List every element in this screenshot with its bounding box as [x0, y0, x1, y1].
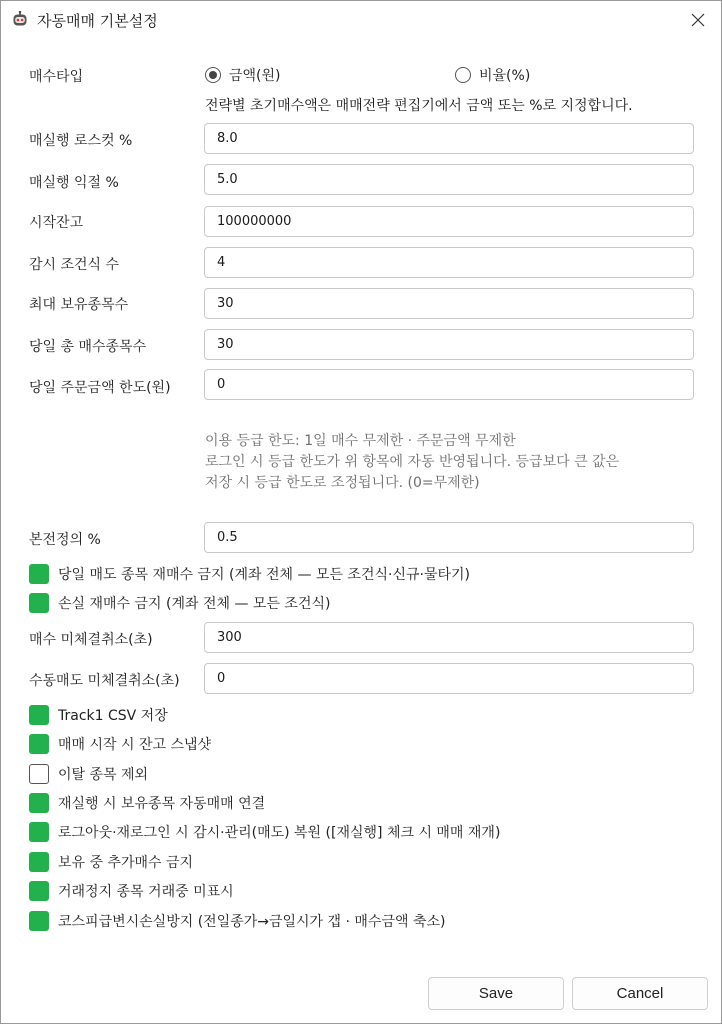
checkbox-indicator[interactable] — [29, 734, 49, 754]
cancel-button[interactable]: Cancel — [572, 977, 708, 1010]
checkbox-no-add-buy[interactable] — [29, 851, 193, 873]
checkbox-indicator[interactable] — [29, 881, 49, 901]
checkbox-label: 로그아웃·재로그인 시 감시·관리(매도) 복원 ([재실행] 체크 시 매매 재개) — [58, 825, 501, 841]
checkbox-indicator[interactable] — [29, 564, 49, 584]
robot-icon — [12, 11, 28, 27]
daily-buy-count-input[interactable] — [204, 329, 694, 360]
stop-loss-label: 매실행 로스컷 % — [29, 133, 133, 149]
max-holdings-input[interactable] — [204, 288, 694, 319]
buy-cancel-label: 매수 미체결취소(초) — [29, 632, 153, 648]
checkbox-label: 보유 중 추가매수 금지 — [58, 855, 194, 871]
manual-sell-cancel-label: 수동매도 미체결취소(초) — [29, 673, 180, 689]
window-title: 자동매매 기본설정 — [37, 12, 158, 30]
checkbox-no-rebuy-loss[interactable] — [29, 592, 330, 614]
start-balance-label: 시작잔고 — [29, 215, 84, 231]
manual-sell-cancel-input[interactable] — [204, 663, 694, 694]
checkbox-restore-relogin[interactable] — [29, 821, 500, 843]
take-profit-input[interactable] — [204, 164, 694, 195]
title-bar — [1, 1, 721, 39]
checkbox-label: 거래정지 종목 거래중 미표시 — [58, 884, 234, 900]
checkbox-track1-csv[interactable] — [29, 704, 168, 726]
radio-amount-indicator[interactable] — [205, 67, 221, 83]
save-button[interactable]: Save — [428, 977, 564, 1010]
checkbox-indicator[interactable] — [29, 764, 49, 784]
checkbox-label: 이탈 종목 제외 — [58, 767, 149, 783]
checkbox-indicator[interactable] — [29, 593, 49, 613]
start-balance-input[interactable] — [204, 206, 694, 237]
buy-type-label: 매수타입 — [29, 69, 84, 85]
checkbox-exclude-exited[interactable] — [29, 763, 148, 785]
checkbox-indicator[interactable] — [29, 705, 49, 725]
limit-info-line: 저장 시 등급 한도로 조정됩니다. (0=무제한) — [205, 475, 480, 491]
breakeven-input[interactable] — [204, 522, 694, 553]
radio-ratio[interactable] — [455, 65, 530, 85]
checkbox-indicator[interactable] — [29, 852, 49, 872]
buy-type-note: 전략별 초기매수액은 매매전략 편집기에서 금액 또는 %로 지정합니다. — [205, 98, 633, 114]
checkbox-label: 재실행 시 보유종목 자동매매 연결 — [58, 796, 266, 812]
watch-conditions-input[interactable] — [204, 247, 694, 278]
daily-order-limit-label: 당일 주문금액 한도(원) — [29, 380, 171, 396]
watch-conditions-label: 감시 조건식 수 — [29, 257, 120, 273]
checkbox-link-holdings[interactable] — [29, 792, 265, 814]
radio-amount[interactable] — [205, 65, 281, 85]
checkbox-hide-halted[interactable] — [29, 880, 234, 902]
checkbox-indicator[interactable] — [29, 822, 49, 842]
checkbox-label: 매매 시작 시 잔고 스냅샷 — [58, 737, 212, 753]
checkbox-label: 코스피급변시손실방지 (전일종가→금일시가 갭 · 매수금액 축소) — [58, 914, 446, 930]
radio-ratio-label: 비율(%) — [479, 68, 531, 84]
checkbox-indicator[interactable] — [29, 911, 49, 931]
close-button[interactable] — [683, 5, 713, 35]
checkbox-indicator[interactable] — [29, 793, 49, 813]
limit-info-line: 로그인 시 등급 한도가 위 항목에 자동 반영됩니다. 등급보다 큰 값은 — [205, 454, 620, 470]
checkbox-label: 당일 매도 종목 재매수 금지 (계좌 전체 — 모든 조건식·신규·물타기) — [58, 567, 470, 583]
checkbox-kospi-guard[interactable] — [29, 910, 445, 932]
max-holdings-label: 최대 보유종목수 — [29, 297, 129, 313]
radio-ratio-indicator[interactable] — [455, 67, 471, 83]
buy-cancel-input[interactable] — [204, 622, 694, 653]
breakeven-label: 본전정의 % — [29, 532, 101, 548]
radio-amount-label: 금액(원) — [229, 68, 281, 84]
checkbox-start-snapshot[interactable] — [29, 733, 211, 755]
checkbox-label: 손실 재매수 금지 (계좌 전체 — 모든 조건식) — [58, 596, 331, 612]
daily-buy-count-label: 당일 총 매수종목수 — [29, 339, 147, 355]
close-icon — [691, 13, 705, 27]
stop-loss-input[interactable] — [204, 123, 694, 154]
limit-info-line: 이용 등급 한도: 1일 매수 무제한 · 주문금액 무제한 — [205, 433, 516, 449]
checkbox-label: Track1 CSV 저장 — [58, 708, 168, 724]
limit-info-text — [205, 431, 619, 494]
daily-order-limit-input[interactable] — [204, 369, 694, 400]
take-profit-label: 매실행 익절 % — [29, 175, 119, 191]
checkbox-no-rebuy-sold[interactable] — [29, 563, 470, 585]
